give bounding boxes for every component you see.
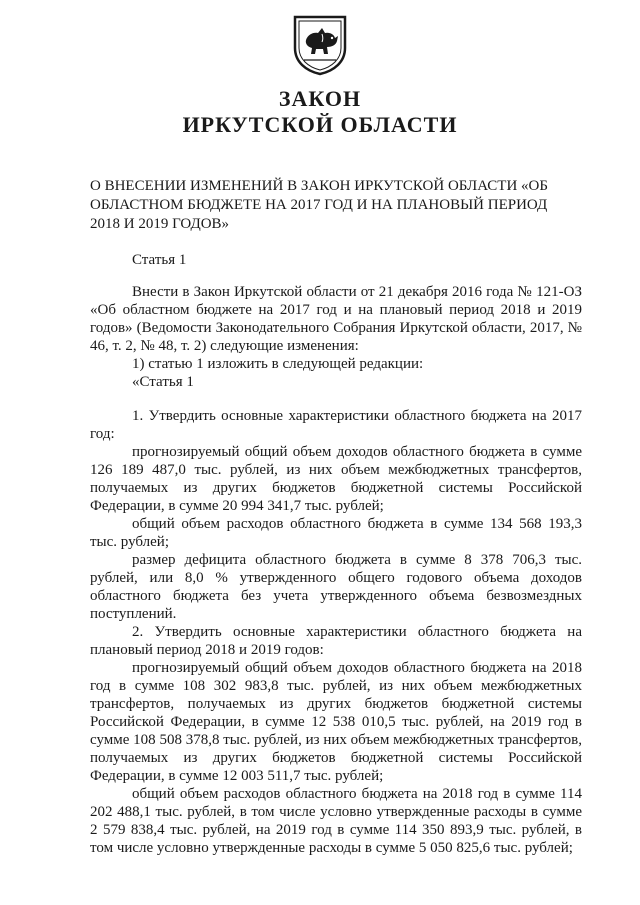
paragraph-amendment-intro: Внести в Закон Иркутской области от 21 декабря 2016 года № 121-ОЗ «Об областном бюджете на 2017 год и на плановый период 2018 и 2019 годов» (Ведомости Законодательного Собрания Иркутской области, 2017, № 46, т. 2, № 48, т. 2) следующие изменения: [90,284,582,354]
paragraph-deficit-2017: размер дефицита областного бюджета в сумме 8 378 706,3 тыс. рублей, или 8,0 % утвержденного общего годового объема доходов областного бюджета без учета утвержденного объема безвозмездных поступлений. [90,552,582,622]
paragraph-section-2: 2. Утвердить основные характеристики областного бюджета на плановый период 2018 и 2019 годов: [90,624,582,658]
paragraph-item-1: 1) статью 1 изложить в следующей редакции: [132,356,424,372]
coat-of-arms-icon [292,14,348,76]
subject-line: О ВНЕСЕНИИ ИЗМЕНЕНИЙ В ЗАКОН ИРКУТСКОЙ ОБЛАСТИ «ОБ [90,178,548,194]
paragraph-expenses-2018-2019: общий объем расходов областного бюджета на 2018 год в сумме 114 202 488,1 тыс. рублей, в том числе условно утвержденные расходы в сумме 2 579 838,4 тыс. рублей, на 2019 год в сумме 114 350 893,9 тыс. рублей, в том числе условно утвержденные расходы в сумме 5 050 825,6 тыс. рублей; [90,786,582,856]
article-heading: Статья 1 [132,252,187,268]
paragraph-section-1: 1. Утвердить основные характеристики областного бюджета на 2017 год: [90,408,582,442]
subject-line: 2018 И 2019 ГОДОВ» [90,216,230,232]
subject-line: ОБЛАСТНОМ БЮДЖЕТЕ НА 2017 ГОД И НА ПЛАНОВЫЙ ПЕРИОД [90,197,548,213]
paragraph-revenue-2018-2019: прогнозируемый общий объем доходов областного бюджета на 2018 год в сумме 108 302 983,8 тыс. рублей, из них объем межбюджетных трансфертов, получаемых из других бюджетов бюджетной системы Российской Федерации, в сумме 12 538 010,5 тыс. рублей, на 2019 год в сумме 108 508 378,8 тыс. рублей, из них объем межбюджетных трансфертов, получаемых из других бюджетов бюджетной системы Российской Федерации, в сумме 12 003 511,7 тыс. рублей; [90,660,582,784]
document-title-line2: ИРКУТСКОЙ ОБЛАСТИ [182,112,458,137]
paragraph-revenue-2017: прогнозируемый общий объем доходов областного бюджета в сумме 126 189 487,0 тыс. рублей, из них объем межбюджетных трансфертов, получаемых из других бюджетов бюджетной системы Российской Федерации, в сумме 20 994 341,7 тыс. рублей; [90,444,582,514]
paragraph-article-quote: «Статья 1 [132,374,194,390]
document-body [90,283,582,857]
document-title-line1: ЗАКОН [278,86,362,111]
paragraph-expenses-2017: общий объем расходов областного бюджета в сумме 134 568 193,3 тыс. рублей; [90,516,582,550]
document-subject [90,177,590,234]
